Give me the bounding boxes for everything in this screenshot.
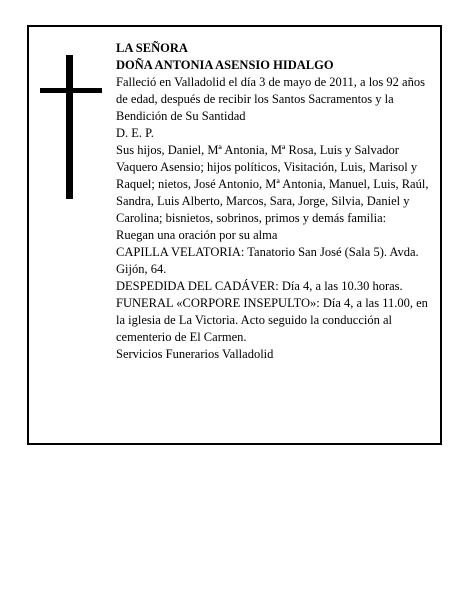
deceased-name: DOÑA ANTONIA ASENSIO HIDALGO [116,58,334,72]
notice-title: LA SEÑORA [116,41,188,55]
prayer-request: Ruegan una oración por su alma [116,228,278,242]
funeral-services-signature: Servicios Funerarios Valladolid [116,347,274,361]
funeral-info: FUNERAL «CORPORE INSEPULTO»: Día 4, a las 11.00, en la iglesia de La Victoria. Acto seguido la conducción al cementerio de El Carmen. [116,296,428,344]
obituary-notice [27,25,442,445]
wake-chapel-info: CAPILLA VELATORIA: Tanatorio San José (Sala 5). Avda. Gijón, 64. [116,245,419,276]
family-list: Sus hijos, Daniel, Mª Antonia, Mª Rosa, Luis y Salvador Vaquero Asensio; hijos políticos, Visitación, Luis, Marisol y Raquel; nietos, José Antonio, Mª Antonia, Manuel, Luis, Raúl, Sandra, Luis Alberto, Marcos, Sara, Jorge, Silvia, Daniel y Carolina; bisnietos, sobrinos, primos y demás familia: [116,143,429,225]
farewell-info: DESPEDIDA DEL CADÁVER: Día 4, a las 10.30 horas. [116,279,403,293]
notice-text [116,40,432,363]
death-announcement: Falleció en Valladolid el día 3 de mayo de 2011, a los 92 años de edad, después de recibir los Santos Sacramentos y la Bendición de Su Santidad [116,75,425,123]
latin-cross-icon [40,55,102,199]
rest-in-peace: D. E. P. [116,126,154,140]
